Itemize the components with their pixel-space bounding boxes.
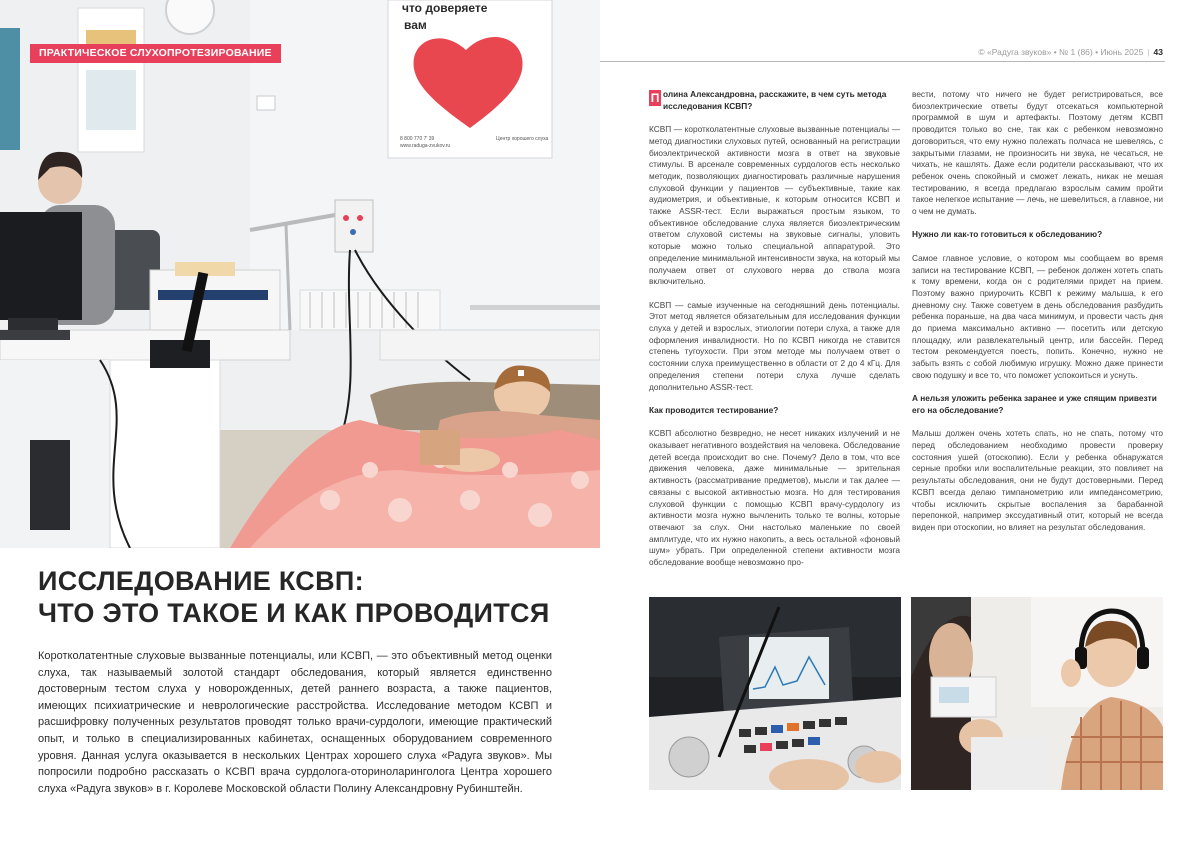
amplifier bbox=[335, 200, 373, 252]
paragraph: КСВП — самые изученные на сегодняшний день потенциалы. Этот метод является обязательным для исследования функции слуха у детей и взрослых, этиологии потери слуха, а также для оформления инвалидности. Но по КСВП никогда не ставится степень тугоухости. При этом методе мы получаем ответ о состоянии слуха преимущественно в области от 2 до 4 кГц. Для определения степени потери слуха лучше сделать дополнительно ASSR-тест. bbox=[649, 299, 900, 392]
right-page bbox=[600, 0, 1200, 849]
keyboard bbox=[0, 330, 70, 340]
question-1 bbox=[649, 89, 900, 112]
device-screen bbox=[749, 637, 829, 699]
paragraph: КСВП — коротколатентные слуховые вызванные потенциалы — метод диагностики слуховых путей, основанный на регистрации биоэлектрической активности мозга в ответ на звуковые стимулы. В арсенале современных сурдологов есть несколько методик, позволяющих диагностировать различные нарушения слуховой функции у пациентов — субъективные, такие как аудиометрия, и объективные, к которым относится КСВП и также ASSR-тест. Если выражаться простым языком, то объективное обследование слуха является биоэлектрическим ответом слуховой системы на звуковые сигналы, уловить которые можно только специальной аппаратурой. Это определение минимальной интенсивности звука, на который мы получаем ответ от слухового нерва до ствола мозга включительно. bbox=[649, 124, 900, 287]
article-title bbox=[38, 565, 550, 629]
section-label: ПРАКТИЧЕСКОЕ СЛУХОПРОТЕЗИРОВАНИЕ bbox=[30, 44, 281, 63]
question-3: Нужно ли как-то готовиться к обследованию? bbox=[912, 229, 1103, 240]
paragraph: Малыш должен очень хотеть спать, но не спать, потому что перед обследованием необходимо провести проверку состояния ушей (отоскопию). Если у ребенка обнаружатся серные пробки или воспалительные реакции, это повлияет на результаты обследования, они не будут достоверными. Перед КСВП всегда делаю тимпанометрию или импедансометрию, чтобы исключить скрытые воспаления за барабанной перепонкой, например экссудативный отит, который не всегда виден при отоскопии, но влияет на результат обследования. bbox=[912, 428, 1163, 532]
child-headphones-illustration bbox=[911, 597, 1163, 790]
poster-line1: что доверяете bbox=[402, 1, 488, 15]
poster-phone: 8 800 770 7' 39 bbox=[400, 136, 435, 142]
title-line-1: ИССЛЕДОВАНИЕ КСВП: bbox=[38, 566, 364, 596]
paragraph: Самое главное условие, о котором мы сообщаем во время записи на тестирование КСВП, — ребенок должен хотеть спать к тому времени, когда он с родителями придет на прием. Поэтому важно приурочить КСВП к режиму малыша, к его дневному сну. Также советуем в день обследования разбудить ребенка пораньше, на два часа минимум, и провести часть дня до приема максимально активно — посетить или детскую площадку, или развлекательный центр, или бассейн. Перед тестом рекомендуется поесть, попить. Конечно, нужно не забыть взять с собой любимую игрушку. Можно даже принести свою подушку и все то, что поможет успокоиться и уснуть. bbox=[912, 252, 1163, 380]
page-number: 43 bbox=[1153, 47, 1163, 57]
equipment-illustration bbox=[649, 597, 901, 790]
header-rule bbox=[600, 61, 1165, 62]
paragraph: КСВП абсолютно безвредно, не несет никаких излучений и не оказывает негативного воздействия на человека. Обследование детей всегда происходит во сне. Почему? Дело в том, что все движения человека, даже минимальные — зрительная активность (рассматривание предметов), мысли и так далее — связаны с высокой активностью мозга. Но для тестирования слуховой функции с помощью КСВП врачу-сурдологу из активности мозга нужно вычленить только те волны, которые отвечают за слух. Они настолько маленькие по своей амплитуде, что их нужно накопить, а весь остальной «фоновый шум» убрать. При определенной степени активности мозга обследование вообще невозможно про- bbox=[649, 428, 900, 568]
question-1-text: олина Александровна, расскажите, в чем суть метода исследования КСВП? bbox=[663, 89, 887, 111]
paragraph: вести, потому что ничего не будет регистрироваться, все биоэлектрические ответы будут отсекаться компьютерной программой в шум и артефакты. Поэтому детям КСВП проводится только во сне, так как с ребенком невозможно договориться, что ему нужно полежать полчаса не шевелясь, с закрытыми глазами, не произносить ни звука, не чесаться, не чихать, не кашлять. Даже если родители рассказывают, что их ребенок очень спокойный и сможет лежать, никак не мешая тестированию, я всегда предлагаю взрослым самим пройти такое нелегкое испытание — лечь, не шевелиться, а главное, ни о чем не думать. bbox=[912, 89, 1163, 217]
text-column-2 bbox=[912, 89, 1163, 545]
dropcap: П bbox=[650, 91, 660, 105]
monitor bbox=[0, 212, 82, 320]
hero-photo bbox=[0, 0, 600, 548]
poster-logo: Центр хорошего слуха bbox=[496, 136, 549, 142]
photo-child-headphones bbox=[911, 597, 1163, 790]
poster-line2: вам bbox=[404, 18, 427, 32]
text-column-1 bbox=[649, 89, 900, 580]
poster-site: www.raduga-zvukov.ru bbox=[400, 143, 451, 149]
question-2: Как проводится тестирование? bbox=[649, 404, 779, 415]
hero-illustration bbox=[0, 0, 600, 548]
title-line-2: ЧТО ЭТО ТАКОЕ И КАК ПРОВОДИТСЯ bbox=[38, 598, 550, 628]
dial-knob bbox=[669, 737, 709, 777]
question-4: А нельзя уложить ребенка заранее и уже спящим привезти его на обследование? bbox=[912, 393, 1157, 415]
lead-paragraph: Коротколатентные слуховые вызванные потенциалы, или КСВП, — это объективный метод оценки слуха, так называемый золотой стандарт обследования, который является единственно достоверным тестом слуха у новорожденных, детей раннего возраста, а также пациентов, имеющих психиатрические и неврологические расстройства. Исследование методом КСВП и расшифровку полученных результатов проводят только врачи-сурдологи, имеющие практический опыт, и только в специализированных кабинетах, оснащенных оборудованием современного уровня. Данная услуга оказывается в нескольких Центрах хорошего слуха «Радуга звуков». Мы попросили подробно рассказать о КСВП врача сурдолога-оториноларинголога Центра хорошего слуха «Радуга звуков» в г. Королеве Московской области Полину Александровну Рубинштейн. bbox=[38, 650, 552, 795]
running-head: © «Радуга звуков» • № 1 (86) • Июнь 2025 | 43 bbox=[978, 47, 1163, 57]
photo-equipment bbox=[649, 597, 901, 790]
running-head-publication: © «Радуга звуков» • № 1 (86) • Июнь 2025 bbox=[978, 47, 1144, 57]
wall-poster-left bbox=[0, 28, 20, 150]
